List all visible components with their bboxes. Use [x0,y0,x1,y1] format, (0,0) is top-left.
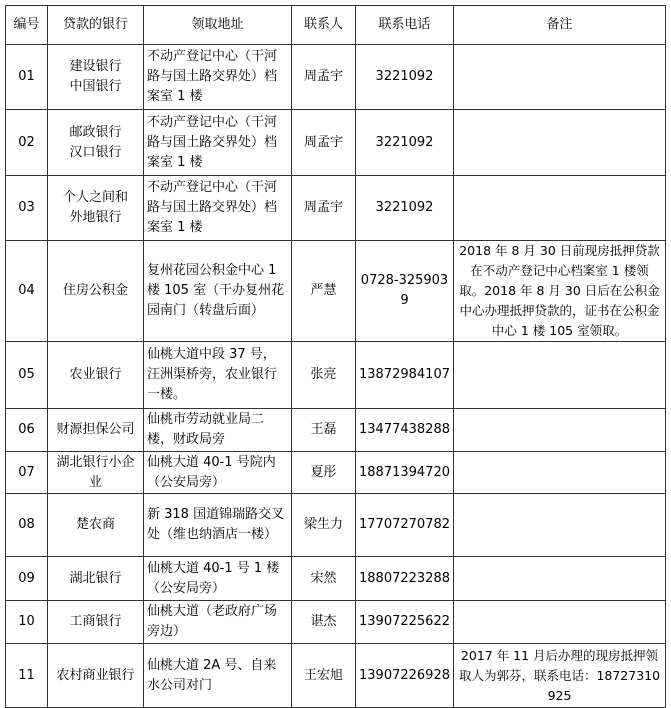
row-number: 07 [6,452,48,494]
row-number: 06 [6,409,48,452]
table-row [6,110,666,176]
row-phone: 18871394720 [356,452,454,494]
table-row [6,241,666,342]
table-row [6,342,666,409]
row-phone: 13907225622 [356,601,454,644]
row-phone: 13907226928 [356,644,454,708]
header-bank: 贷款的银行 [48,6,144,45]
bank-certificate-table [5,5,666,708]
row-bank: 邮政银行 汉口银行 [48,110,144,176]
row-number: 02 [6,110,48,176]
row-address: 不动产登记中心（干河路与国土路交界处）档案室 1 楼 [144,110,292,176]
row-phone: 13872984107 [356,342,454,409]
header-row [6,6,666,45]
row-note [454,494,666,557]
row-address: 仙桃大道 2A 号、自来水公司对门 [144,644,292,708]
row-contact: 周孟宇 [292,45,356,110]
row-phone: 13477438288 [356,409,454,452]
row-bank: 农村商业银行 [48,644,144,708]
row-number: 05 [6,342,48,409]
row-contact: 夏彤 [292,452,356,494]
row-note [454,452,666,494]
row-bank: 楚农商 [48,494,144,557]
row-address: 不动产登记中心（干河路与国土路交界处）档案室 1 楼 [144,45,292,110]
row-note [454,45,666,110]
row-address: 复州花园公积金中心 1 楼 105 室（干办复州花园南门（转盘后面） [144,241,292,342]
table-row [6,176,666,241]
row-phone: 0728-3259039 [356,241,454,342]
row-number: 09 [6,557,48,601]
row-note: 2018 年 8 月 30 日前现房抵押贷款在不动产登记中心档案室 1 楼领取。2018 年 8 月 30 日后在公积金中心办理抵押贷款的，证书在公积金中心 1 楼 105 室领取。 [454,241,666,342]
table-row [6,45,666,110]
row-note [454,176,666,241]
row-number: 08 [6,494,48,557]
row-address: 仙桃市劳动就业局二楼，财政局旁 [144,409,292,452]
row-note: 2017 年 11 月后办理的现房抵押领取人为郭芬，联系电话：18727310925 [454,644,666,708]
table-row [6,601,666,644]
row-contact: 梁生力 [292,494,356,557]
header-phone: 联系电话 [356,6,454,45]
row-bank: 建设银行 中国银行 [48,45,144,110]
table-row [6,644,666,708]
row-contact: 张亮 [292,342,356,409]
row-bank: 个人之间和 外地银行 [48,176,144,241]
row-address: 仙桃大道 40-1 号院内（公安局旁） [144,452,292,494]
row-phone: 17707270782 [356,494,454,557]
row-number: 11 [6,644,48,708]
row-bank: 湖北银行 [48,557,144,601]
row-bank: 工商银行 [48,601,144,644]
row-number: 10 [6,601,48,644]
row-note [454,601,666,644]
row-contact: 宋然 [292,557,356,601]
row-note [454,110,666,176]
row-address: 仙桃大道中段 37 号，汪洲渠桥旁，农业银行一楼。 [144,342,292,409]
row-address: 仙桃大道（老政府广场旁边） [144,601,292,644]
row-phone: 3221092 [356,110,454,176]
row-phone: 3221092 [356,176,454,241]
row-address: 仙桃大道 40-1 号 1 楼（公安局旁） [144,557,292,601]
header-number: 编号 [6,6,48,45]
header-note: 备注 [454,6,666,45]
row-contact: 谌杰 [292,601,356,644]
row-number: 03 [6,176,48,241]
row-bank: 住房公积金 [48,241,144,342]
row-bank: 农业银行 [48,342,144,409]
row-number: 01 [6,45,48,110]
table-row [6,494,666,557]
row-contact: 周孟宇 [292,176,356,241]
table-row [6,409,666,452]
table-row [6,557,666,601]
row-address: 不动产登记中心（干河路与国土路交界处）档案室 1 楼 [144,176,292,241]
row-contact: 王磊 [292,409,356,452]
row-number: 04 [6,241,48,342]
row-note [454,409,666,452]
row-contact: 王宏旭 [292,644,356,708]
table-row [6,452,666,494]
header-address: 领取地址 [144,6,292,45]
row-note [454,557,666,601]
row-address: 新 318 国道锦瑞路交叉处（维也纳酒店一楼） [144,494,292,557]
row-bank: 财源担保公司 [48,409,144,452]
row-phone: 18807223288 [356,557,454,601]
row-bank: 湖北银行小企业 [48,452,144,494]
row-contact: 严慧 [292,241,356,342]
row-note [454,342,666,409]
row-phone: 3221092 [356,45,454,110]
header-contact: 联系人 [292,6,356,45]
row-contact: 周孟宇 [292,110,356,176]
